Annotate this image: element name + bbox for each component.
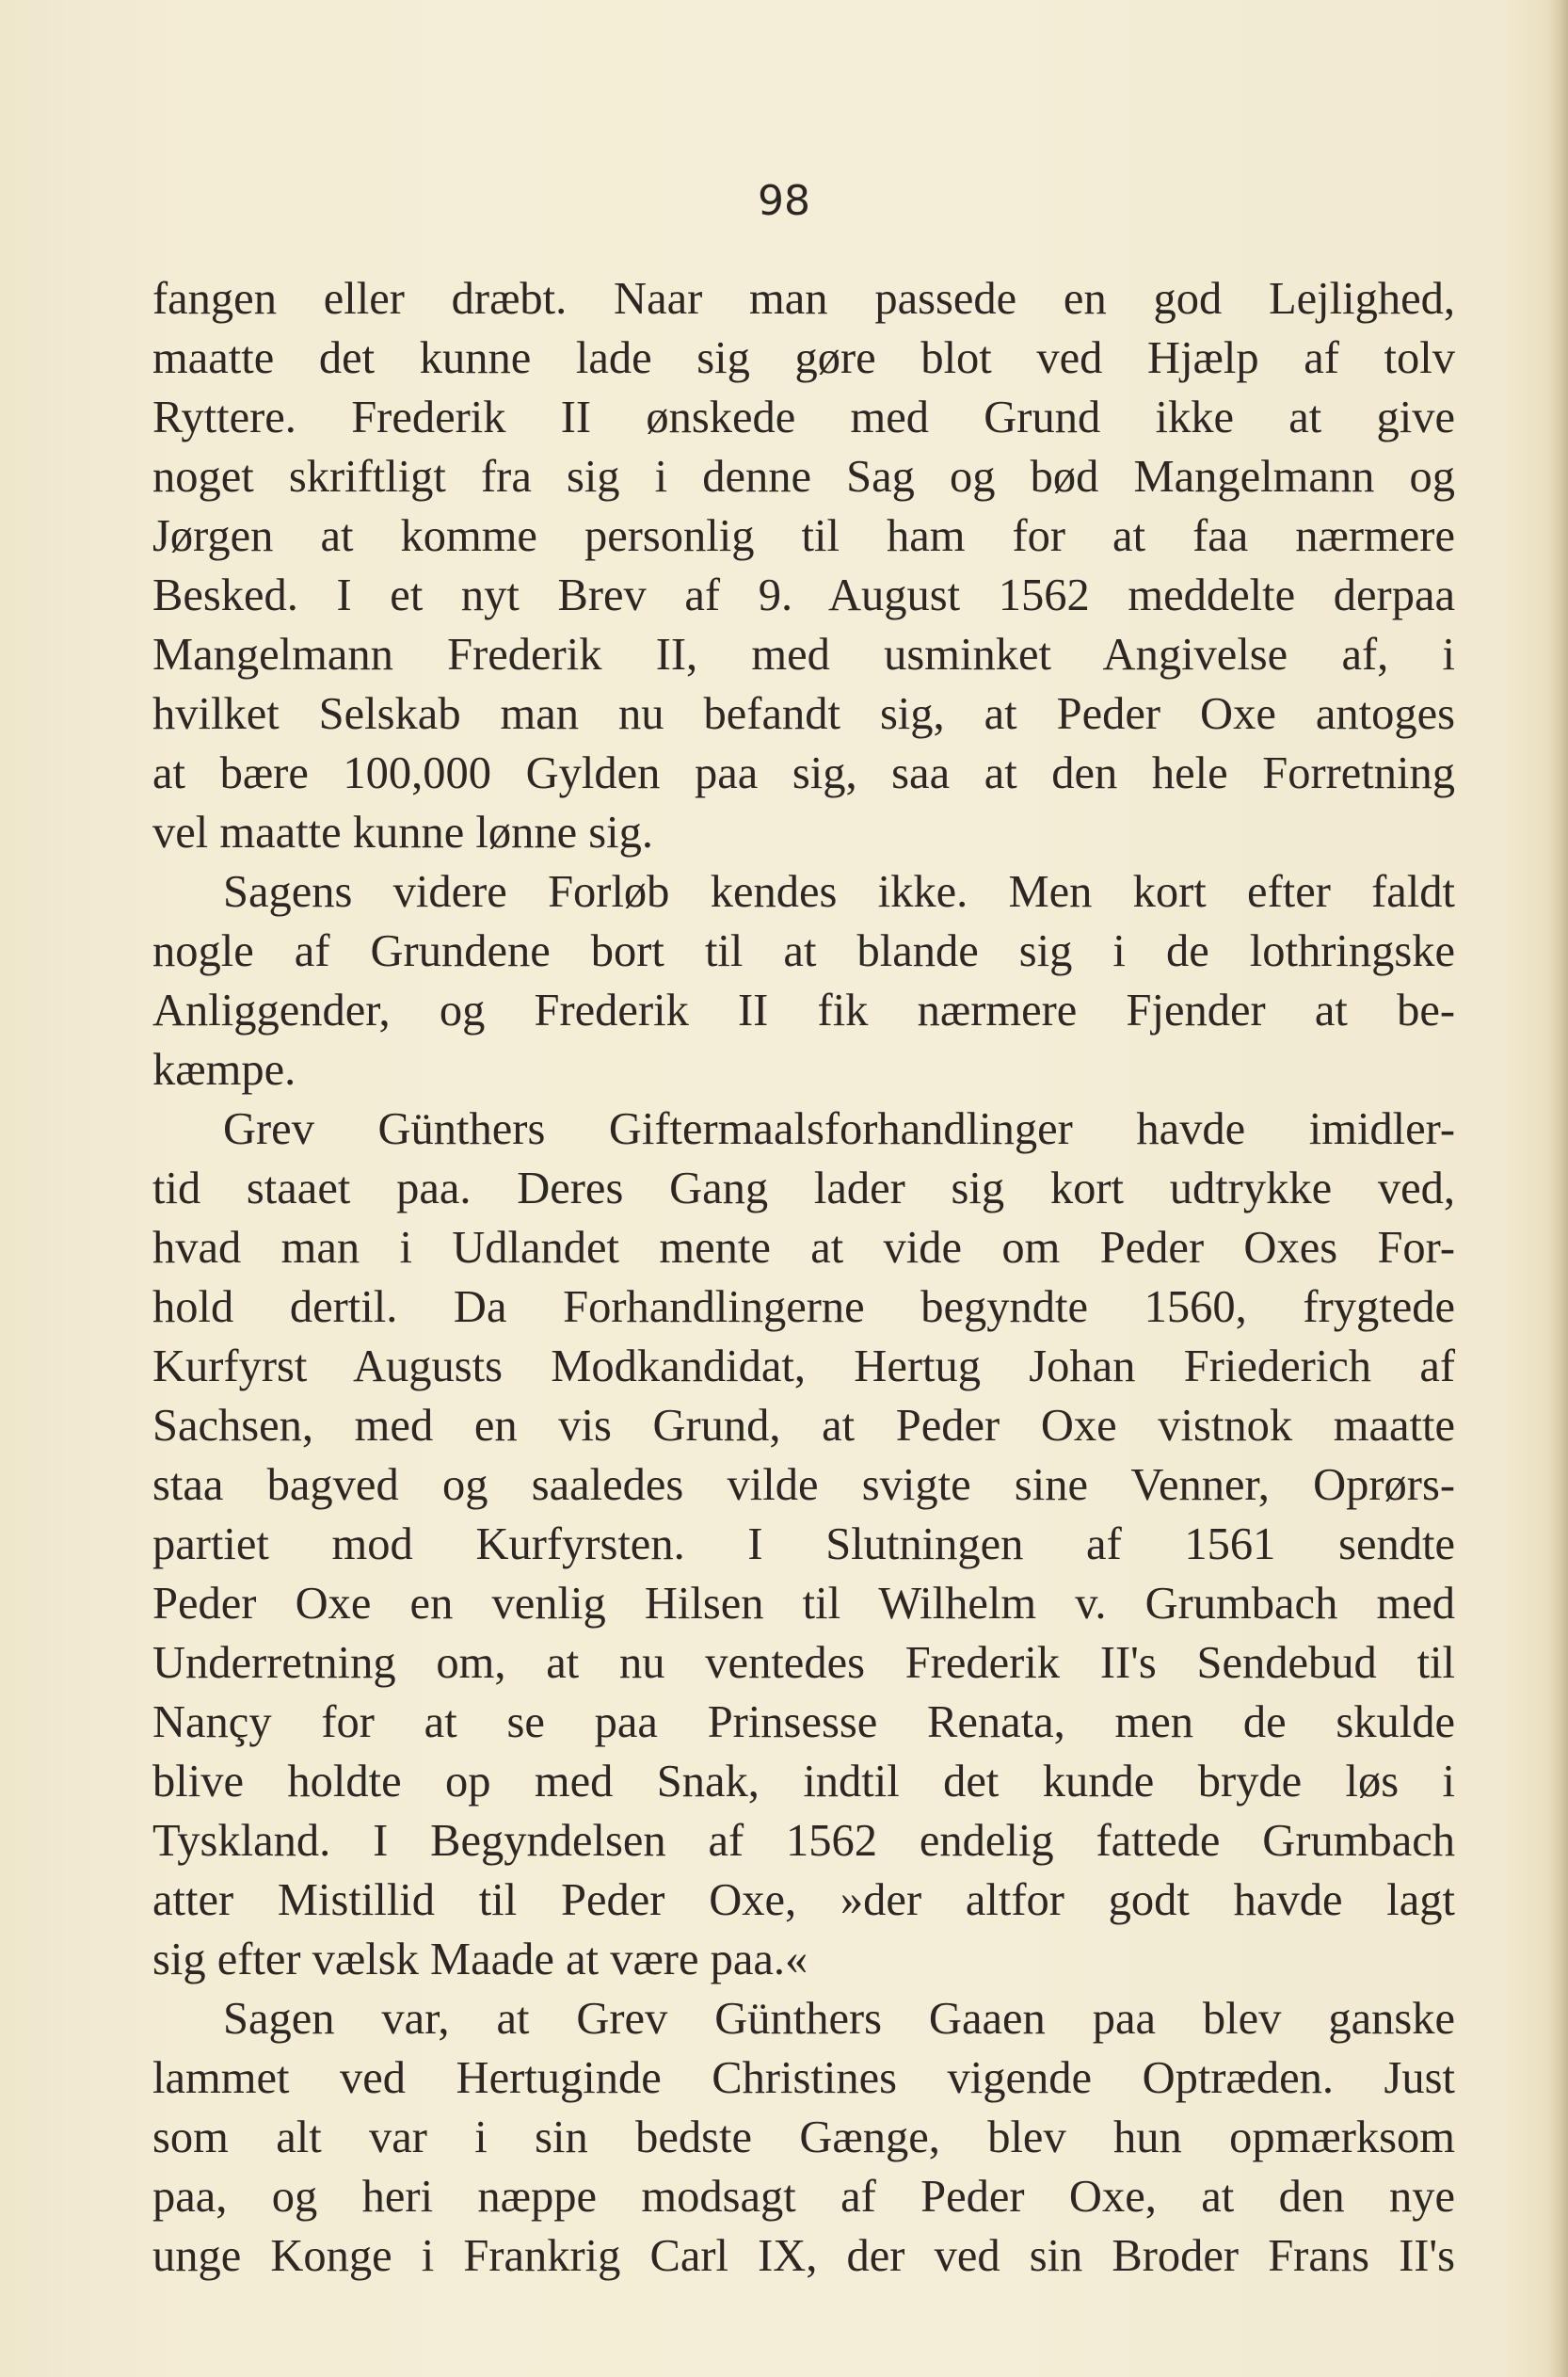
page-edge-shadow (1547, 0, 1568, 2377)
text-line: maatte det kunne lade sig gøre blot ved Hjælp af tolv (152, 333, 1455, 383)
text-line: Underretning om, at nu ventedes Frederik II's Sendebud til (152, 1638, 1455, 1688)
text-line: som alt var i sin bedste Gænge, blev hun opmærksom (152, 2112, 1455, 2162)
text-line: Anliggender, og Frederik II fik nærmere Fjender at be- (152, 986, 1455, 1036)
text-line: Nançy for at se paa Prinsesse Renata, men de skulde (152, 1697, 1455, 1747)
text-line: staa bagved og saaledes vilde svigte sine Venner, Oprørs- (152, 1460, 1455, 1510)
text-line: Besked. I et nyt Brev af 9. August 1562 meddelte derpaa (152, 570, 1455, 620)
text-line: sig efter vælsk Maade at være paa.« (152, 1935, 808, 1984)
text-line: lammet ved Hertuginde Christines vigende Optræden. Just (152, 2053, 1455, 2103)
text-line: Kurfyrst Augusts Modkandidat, Hertug Johan Friederich af (152, 1341, 1455, 1391)
page-number: 98 (758, 177, 810, 225)
text-line: Peder Oxe en venlig Hilsen til Wilhelm v. Grumbach med (152, 1579, 1455, 1629)
text-line: Grev Günthers Giftermaalsforhandlinger havde imidler- (223, 1104, 1455, 1154)
text-line: Ryttere. Frederik II ønskede med Grund ikke at give (152, 393, 1455, 442)
text-line: hvad man i Udlandet mente at vide om Peder Oxes For- (152, 1223, 1455, 1273)
text-line: atter Mistillid til Peder Oxe, »der altfor godt havde lagt (152, 1875, 1455, 1925)
text-line: Jørgen at komme personlig til ham for at faa nærmere (152, 511, 1455, 561)
text-line: Tyskland. I Begyndelsen af 1562 endelig fattede Grumbach (152, 1816, 1455, 1866)
text-line: partiet mod Kurfyrsten. I Slutningen af 1561 sendte (152, 1519, 1455, 1569)
text-line: kæmpe. (152, 1045, 296, 1095)
text-line: tid staaet paa. Deres Gang lader sig kort udtrykke ved, (152, 1164, 1455, 1213)
text-line: hold dertil. Da Forhandlingerne begyndte 1560, frygtede (152, 1282, 1455, 1332)
text-line: noget skriftligt fra sig i denne Sag og bød Mangelmann og (152, 452, 1455, 502)
text-line: Sachsen, med en vis Grund, at Peder Oxe vistnok maatte (152, 1401, 1455, 1451)
text-line: Sagens videre Forløb kendes ikke. Men kort efter faldt (223, 867, 1455, 917)
text-line: unge Konge i Frankrig Carl IX, der ved sin Broder Frans II's (152, 2231, 1455, 2281)
text-line: vel maatte kunne lønne sig. (152, 808, 654, 858)
text-line: paa, og heri næppe modsagt af Peder Oxe, at den nye (152, 2172, 1455, 2222)
text-line: at bære 100,000 Gylden paa sig, saa at den hele Forretning (152, 748, 1455, 798)
text-line: blive holdte op med Snak, indtil det kunde bryde løs i (152, 1757, 1455, 1807)
text-line: nogle af Grundene bort til at blande sig i de lothringske (152, 926, 1455, 976)
text-line: fangen eller dræbt. Naar man passede en god Lejlighed, (152, 274, 1455, 324)
text-line: Mangelmann Frederik II, med usminket Angivelse af, i (152, 630, 1455, 680)
body-text (152, 269, 1455, 2286)
text-line: hvilket Selskab man nu befandt sig, at Peder Oxe antoges (152, 689, 1455, 739)
text-line: Sagen var, at Grev Günthers Gaaen paa blev ganske (223, 1994, 1455, 2044)
